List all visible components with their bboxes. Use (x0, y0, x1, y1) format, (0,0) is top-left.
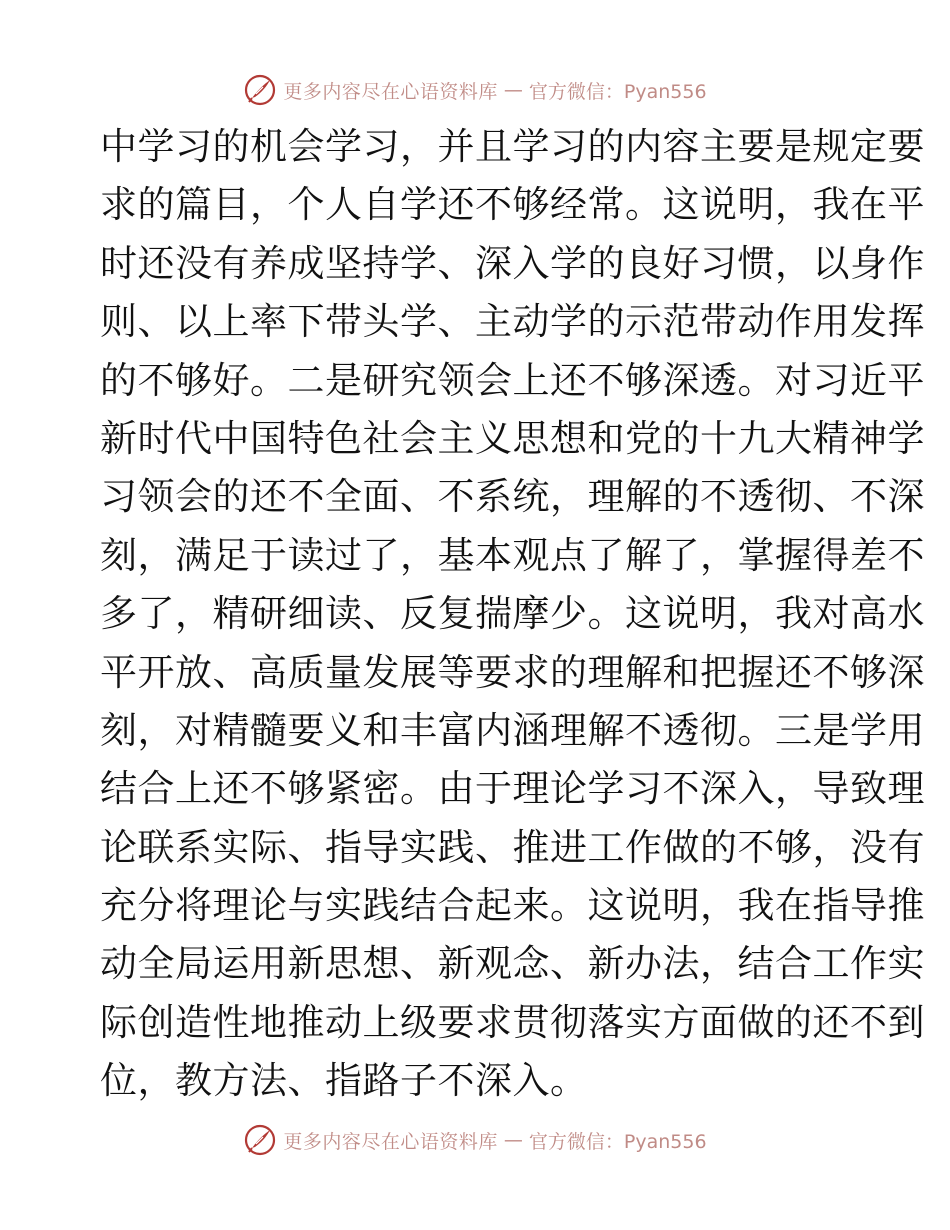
header-banner-separator: — (503, 79, 523, 101)
feather-pen-logo-icon (243, 1123, 277, 1157)
body-line: 中学习的机会学习，并且学习的内容主要是规定要 (100, 125, 925, 168)
footer-banner-separator: — (503, 1129, 523, 1151)
body-line: 平开放、高质量发展等要求的理解和把握还不够深 (100, 650, 925, 694)
footer-banner-text: 更多内容尽在心语资料库 (283, 1130, 498, 1153)
body-line: 新时代中国特色社会主义思想和党的十九大精神学 (100, 416, 925, 460)
body-line: 则、以上率下带头学、主动学的示范带动作用发挥 (100, 300, 925, 344)
document-body (100, 118, 925, 1111)
header-banner-text: 更多内容尽在心语资料库 (283, 80, 498, 103)
body-line: 求的篇目，个人自学还不够经常。这说明，我在平 (100, 183, 925, 227)
body-line: 刻，对精髓要义和丰富内涵理解不透彻。三是学用 (100, 708, 925, 752)
body-line: 刻，满足于读过了，基本观点了解了，掌握得差不 (100, 533, 925, 577)
body-line: 充分将理论与实践结合起来。这说明，我在指导推 (100, 884, 925, 928)
body-line: 的不够好。二是研究领会上还不够深透。对习近平 (100, 358, 925, 402)
body-line: 习领会的还不全面、不系统，理解的不透彻、不深 (100, 475, 925, 519)
body-line: 时还没有养成坚持学、深入学的良好习惯，以身作 (100, 241, 925, 285)
header-banner (0, 70, 950, 110)
body-line: 结合上还不够紧密。由于理论学习不深入，导致理 (100, 767, 925, 811)
body-line: 际创造性地推动上级要求贯彻落实方面做的还不到 (100, 1000, 925, 1044)
feather-pen-logo-icon (243, 73, 277, 107)
footer-banner (0, 1120, 950, 1160)
body-line: 论联系实际、指导实践、推进工作做的不够，没有 (100, 825, 925, 869)
body-line: 位，教方法、指路子不深入。 (100, 1059, 588, 1103)
body-line: 多了，精研细读、反复揣摩少。这说明，我对高水 (100, 592, 925, 636)
header-wechat-id: 官方微信：Pyan556 (528, 80, 707, 103)
footer-wechat-id: 官方微信：Pyan556 (528, 1130, 707, 1153)
body-line: 动全局运用新思想、新观念、新办法，结合工作实 (100, 942, 925, 986)
